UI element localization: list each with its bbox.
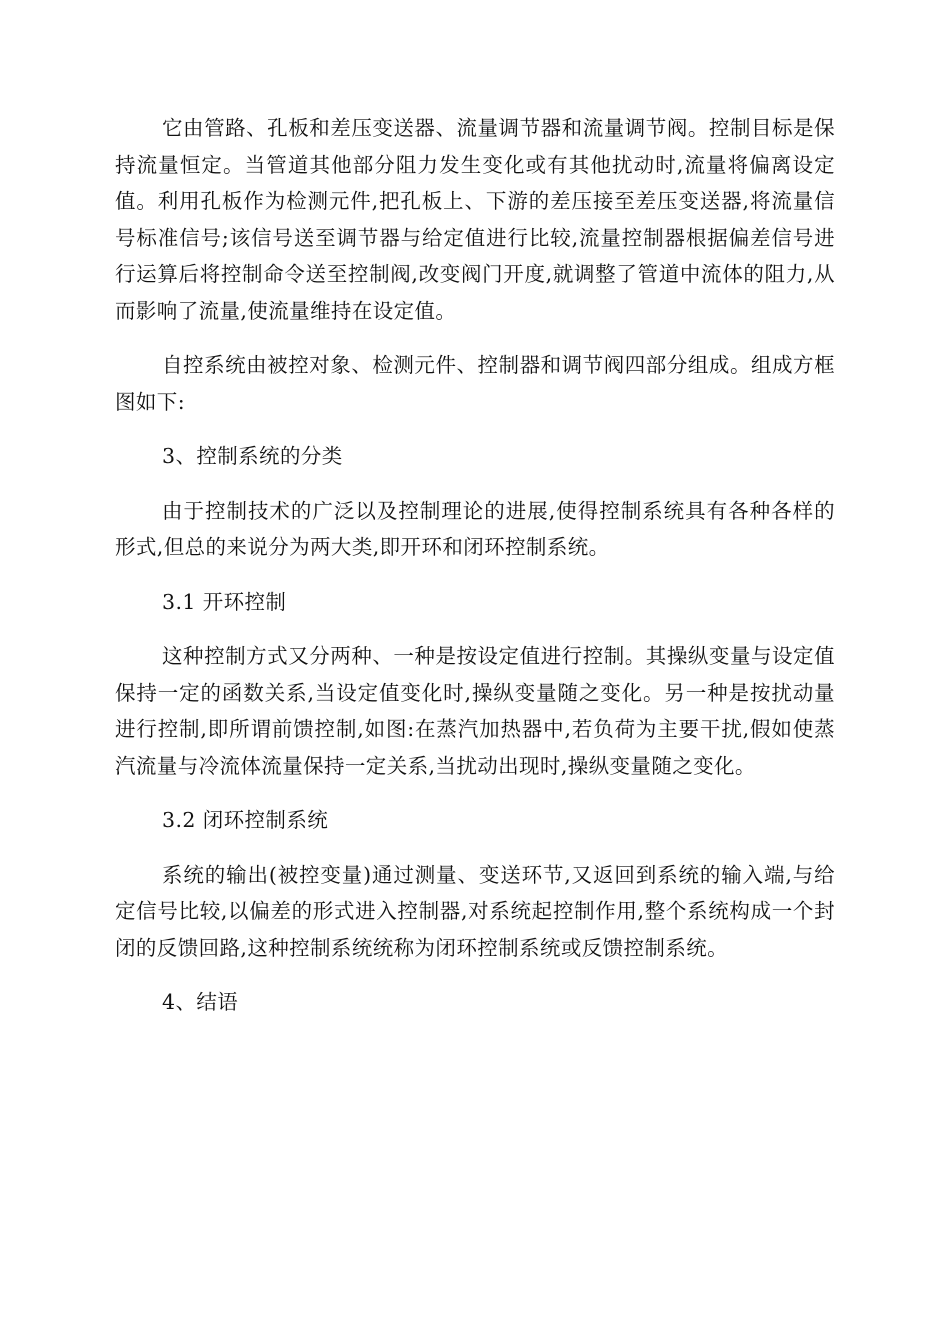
paragraph-flow-control-description: 它由管路、孔板和差压变送器、流量调节器和流量调节阀。控制目标是保持流量恒定。当管道其他部分阻力发生变化或有其他扰动时,流量将偏离设定值。利用孔板作为检测元件,把孔板上、下游的差压接至差压变送器,将流量信号标准信号;该信号送至调节器与给定值进行比较,流量控制器根据偏差信号进行运算后将控制命令送至控制阀,改变阀门开度,就调整了管道中流体的阻力,从而影响了流量,使流量维持在设定值。	[115, 116, 835, 323]
paragraph-closed-loop: 系统的输出(被控变量)通过测量、变送环节,又返回到系统的输入端,与给定信号比较,以偏差的形式进入控制器,对系统起控制作用,整个系统构成一个封闭的反馈回路,这种控制系统统称为闭环控制系统或反馈控制系统。	[115, 862, 835, 960]
section-heading-3-1: 3.1 开环控制	[162, 589, 287, 614]
section-heading-3-2: 3.2 闭环控制系统	[162, 808, 329, 832]
document-page	[115, 110, 835, 1039]
section-heading-4: 4、结语	[162, 990, 239, 1014]
paragraph-classification: 由于控制技术的广泛以及控制理论的进展,使得控制系统具有各种各样的形式,但总的来说分为两大类,即开环和闭环控制系统。	[115, 498, 835, 559]
paragraph-system-composition: 自控系统由被控对象、检测元件、控制器和调节阀四部分组成。组成方框图如下:	[115, 353, 835, 414]
section-heading-3: 3、控制系统的分类	[162, 444, 343, 468]
paragraph-open-loop: 这种控制方式又分两种、一种是按设定值进行控制。其操纵变量与设定值保持一定的函数关系,当设定值变化时,操纵变量随之变化。另一种是按扰动量进行控制,即所谓前馈控制,如图:在蒸汽加热器中,若负荷为主要干扰,假如使蒸汽流量与冷流体流量保持一定关系,当扰动出现时,操纵变量随之变化。	[115, 644, 835, 778]
